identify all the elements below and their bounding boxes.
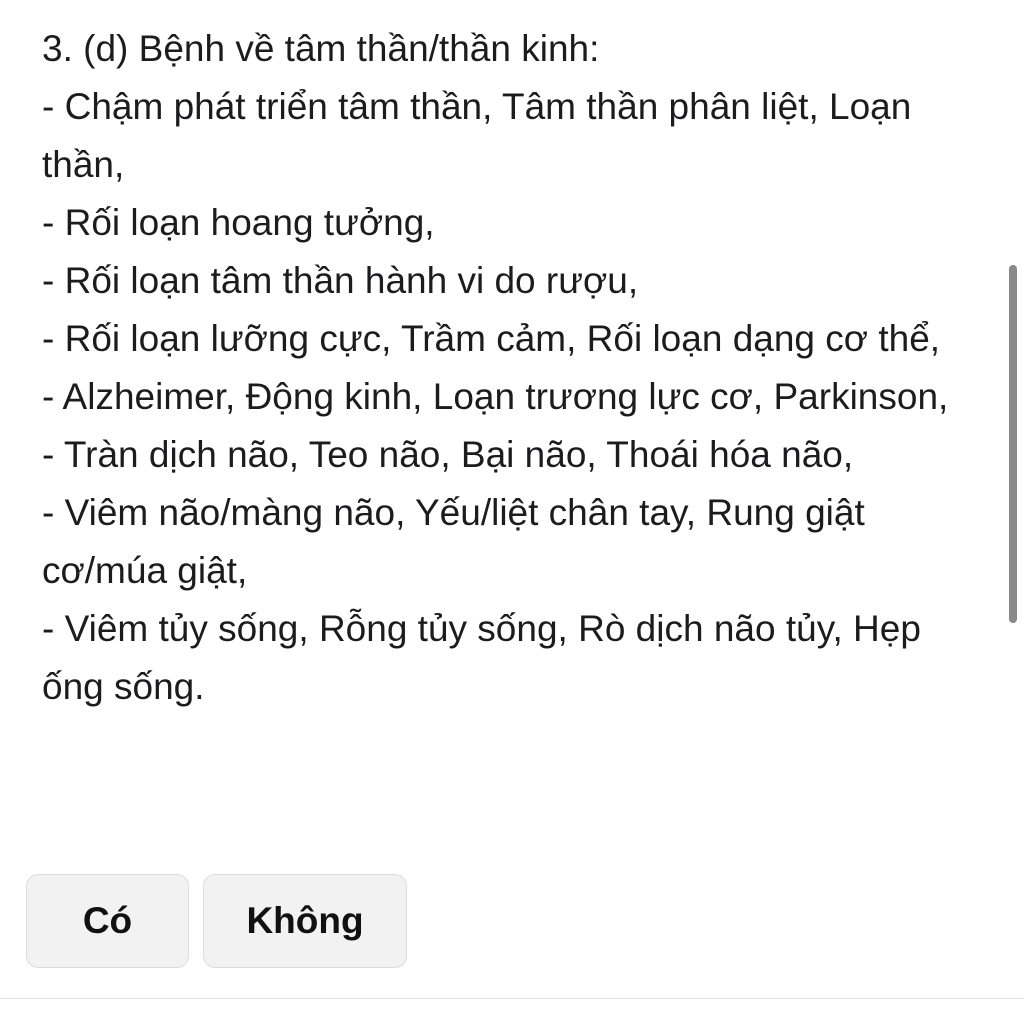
no-button[interactable]: Không <box>203 874 407 968</box>
condition-line: - Rối loạn lưỡng cực, Trầm cảm, Rối loạn dạng cơ thể, <box>42 318 941 359</box>
condition-line: - Viêm não/màng não, Yếu/liệt chân tay, Rung giật cơ/múa giật, <box>42 492 865 591</box>
bottom-divider <box>0 998 1024 999</box>
question-title: 3. (d) Bệnh về tâm thần/thần kinh: <box>42 28 600 69</box>
question-text <box>42 20 992 716</box>
condition-line: - Rối loạn tâm thần hành vi do rượu, <box>42 260 639 301</box>
condition-line: - Rối loạn hoang tưởng, <box>42 202 435 243</box>
yes-button[interactable]: Có <box>26 874 189 968</box>
condition-line: - Viêm tủy sống, Rỗng tủy sống, Rò dịch não tủy, Hẹp ống sống. <box>42 608 921 707</box>
condition-line: - Chậm phát triển tâm thần, Tâm thần phân liệt, Loạn thần, <box>42 86 912 185</box>
condition-line: - Alzheimer, Động kinh, Loạn trương lực cơ, Parkinson, <box>42 376 949 417</box>
condition-line: - Tràn dịch não, Teo não, Bại não, Thoái hóa não, <box>42 434 854 475</box>
scrollbar[interactable] <box>1009 265 1017 623</box>
answer-options <box>26 874 407 968</box>
